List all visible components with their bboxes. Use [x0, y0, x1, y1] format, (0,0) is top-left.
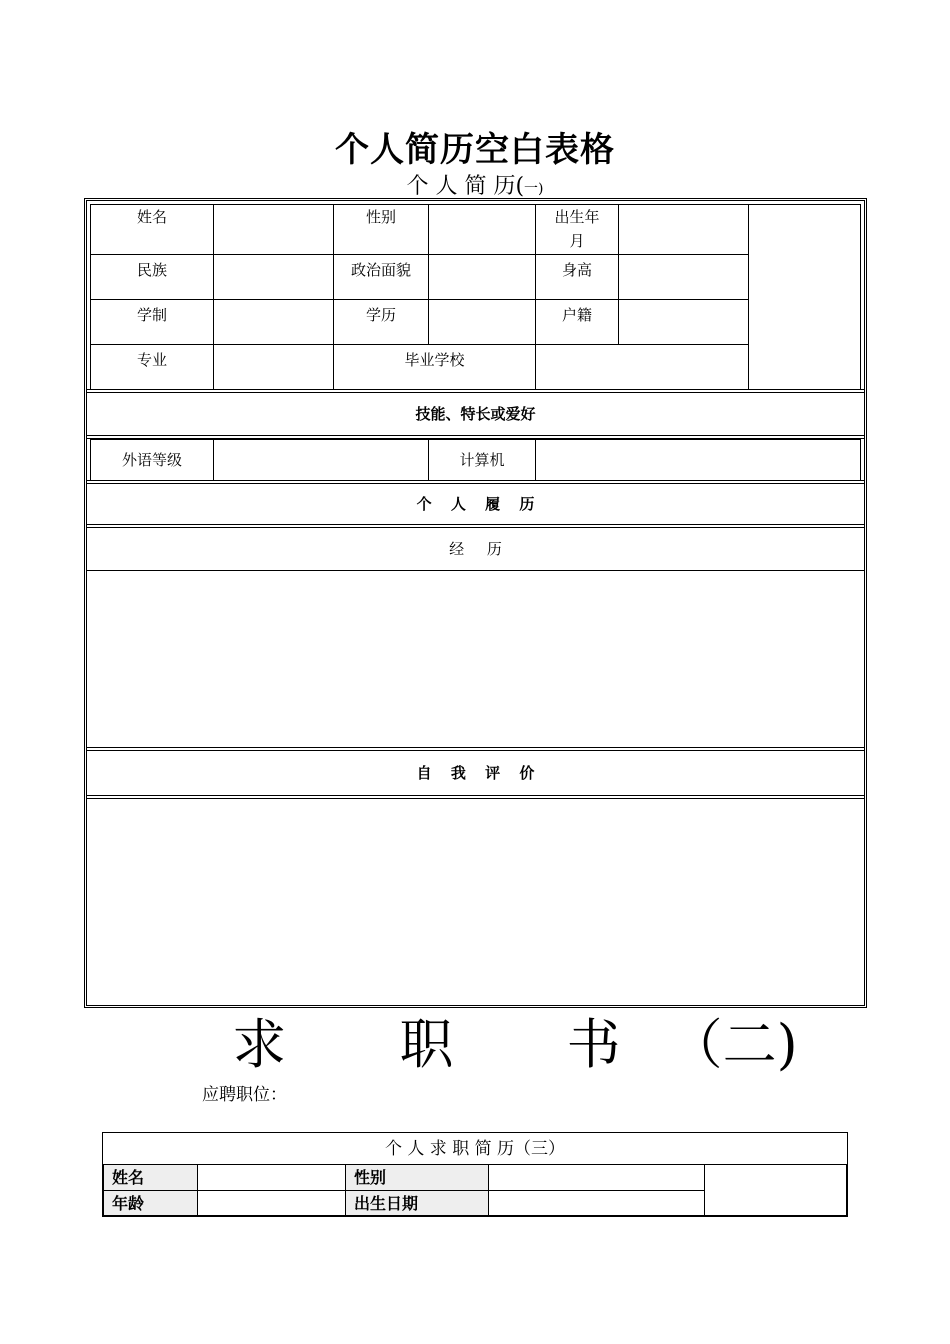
language-field[interactable] — [213, 439, 429, 481]
skills-header: 技能、特长或爱好 — [415, 405, 536, 423]
political-field[interactable] — [428, 254, 536, 300]
resume-one-title-main: 个 人 简 历( — [406, 174, 525, 199]
self-evaluation-header: 自 我 评 价 — [416, 764, 535, 782]
political-label: 政治面貌 — [333, 254, 429, 300]
form3-gender-field[interactable] — [488, 1164, 705, 1191]
resume-form-three — [102, 1132, 848, 1217]
form3-birth-date-field[interactable] — [488, 1190, 705, 1216]
form3-gender-label: 性别 — [345, 1164, 489, 1191]
page-title: 个人简历空白表格 — [335, 130, 615, 170]
ethnicity-field[interactable] — [213, 254, 334, 300]
height-field[interactable] — [618, 254, 749, 300]
language-label: 外语等级 — [90, 439, 214, 481]
resume-one-title-suffix: 一) — [524, 181, 544, 197]
gender-field[interactable] — [428, 204, 536, 255]
school-label: 毕业学校 — [333, 344, 536, 390]
form3-age-field[interactable] — [197, 1190, 346, 1216]
name-label: 姓名 — [90, 204, 214, 255]
household-field[interactable] — [618, 299, 749, 345]
form3-name-field[interactable] — [197, 1164, 346, 1191]
household-label: 户籍 — [535, 299, 619, 345]
photo-box[interactable] — [748, 204, 861, 390]
experience-label: 经 历 — [449, 540, 502, 558]
major-label: 专业 — [90, 344, 214, 390]
ethnicity-label: 民族 — [90, 254, 214, 300]
experience-field[interactable] — [87, 571, 864, 747]
birth-label: 出生年月 — [535, 204, 619, 255]
major-field[interactable] — [213, 344, 334, 390]
school-field[interactable] — [535, 344, 749, 390]
name-field[interactable] — [213, 204, 334, 255]
resume-three-title: 个 人 求 职 简 历（三） — [103, 1133, 847, 1165]
application-letter-title — [0, 1010, 950, 1080]
birth-field[interactable] — [618, 204, 749, 255]
form3-age-label: 年龄 — [103, 1190, 198, 1216]
gender-label: 性别 — [333, 204, 429, 255]
apply-position-label: 应聘职位： — [202, 1085, 287, 1105]
form3-birth-date-label: 出生日期 — [345, 1190, 489, 1216]
computer-label: 计算机 — [428, 439, 536, 481]
application-letter-title-suffix: （二) — [668, 1013, 798, 1076]
history-header: 个 人 履 历 — [416, 495, 535, 513]
height-label: 身高 — [535, 254, 619, 300]
education-field[interactable] — [428, 299, 536, 345]
schooling-field[interactable] — [213, 299, 334, 345]
form3-name-label: 姓名 — [103, 1164, 198, 1191]
resume-form-one — [84, 198, 867, 1008]
application-letter-title-main: 求 职 书 — [232, 1013, 669, 1076]
computer-field[interactable] — [535, 439, 861, 481]
schooling-label: 学制 — [90, 299, 214, 345]
form3-photo-box[interactable] — [704, 1164, 847, 1216]
self-evaluation-field[interactable] — [87, 799, 864, 1002]
education-label: 学历 — [333, 299, 429, 345]
